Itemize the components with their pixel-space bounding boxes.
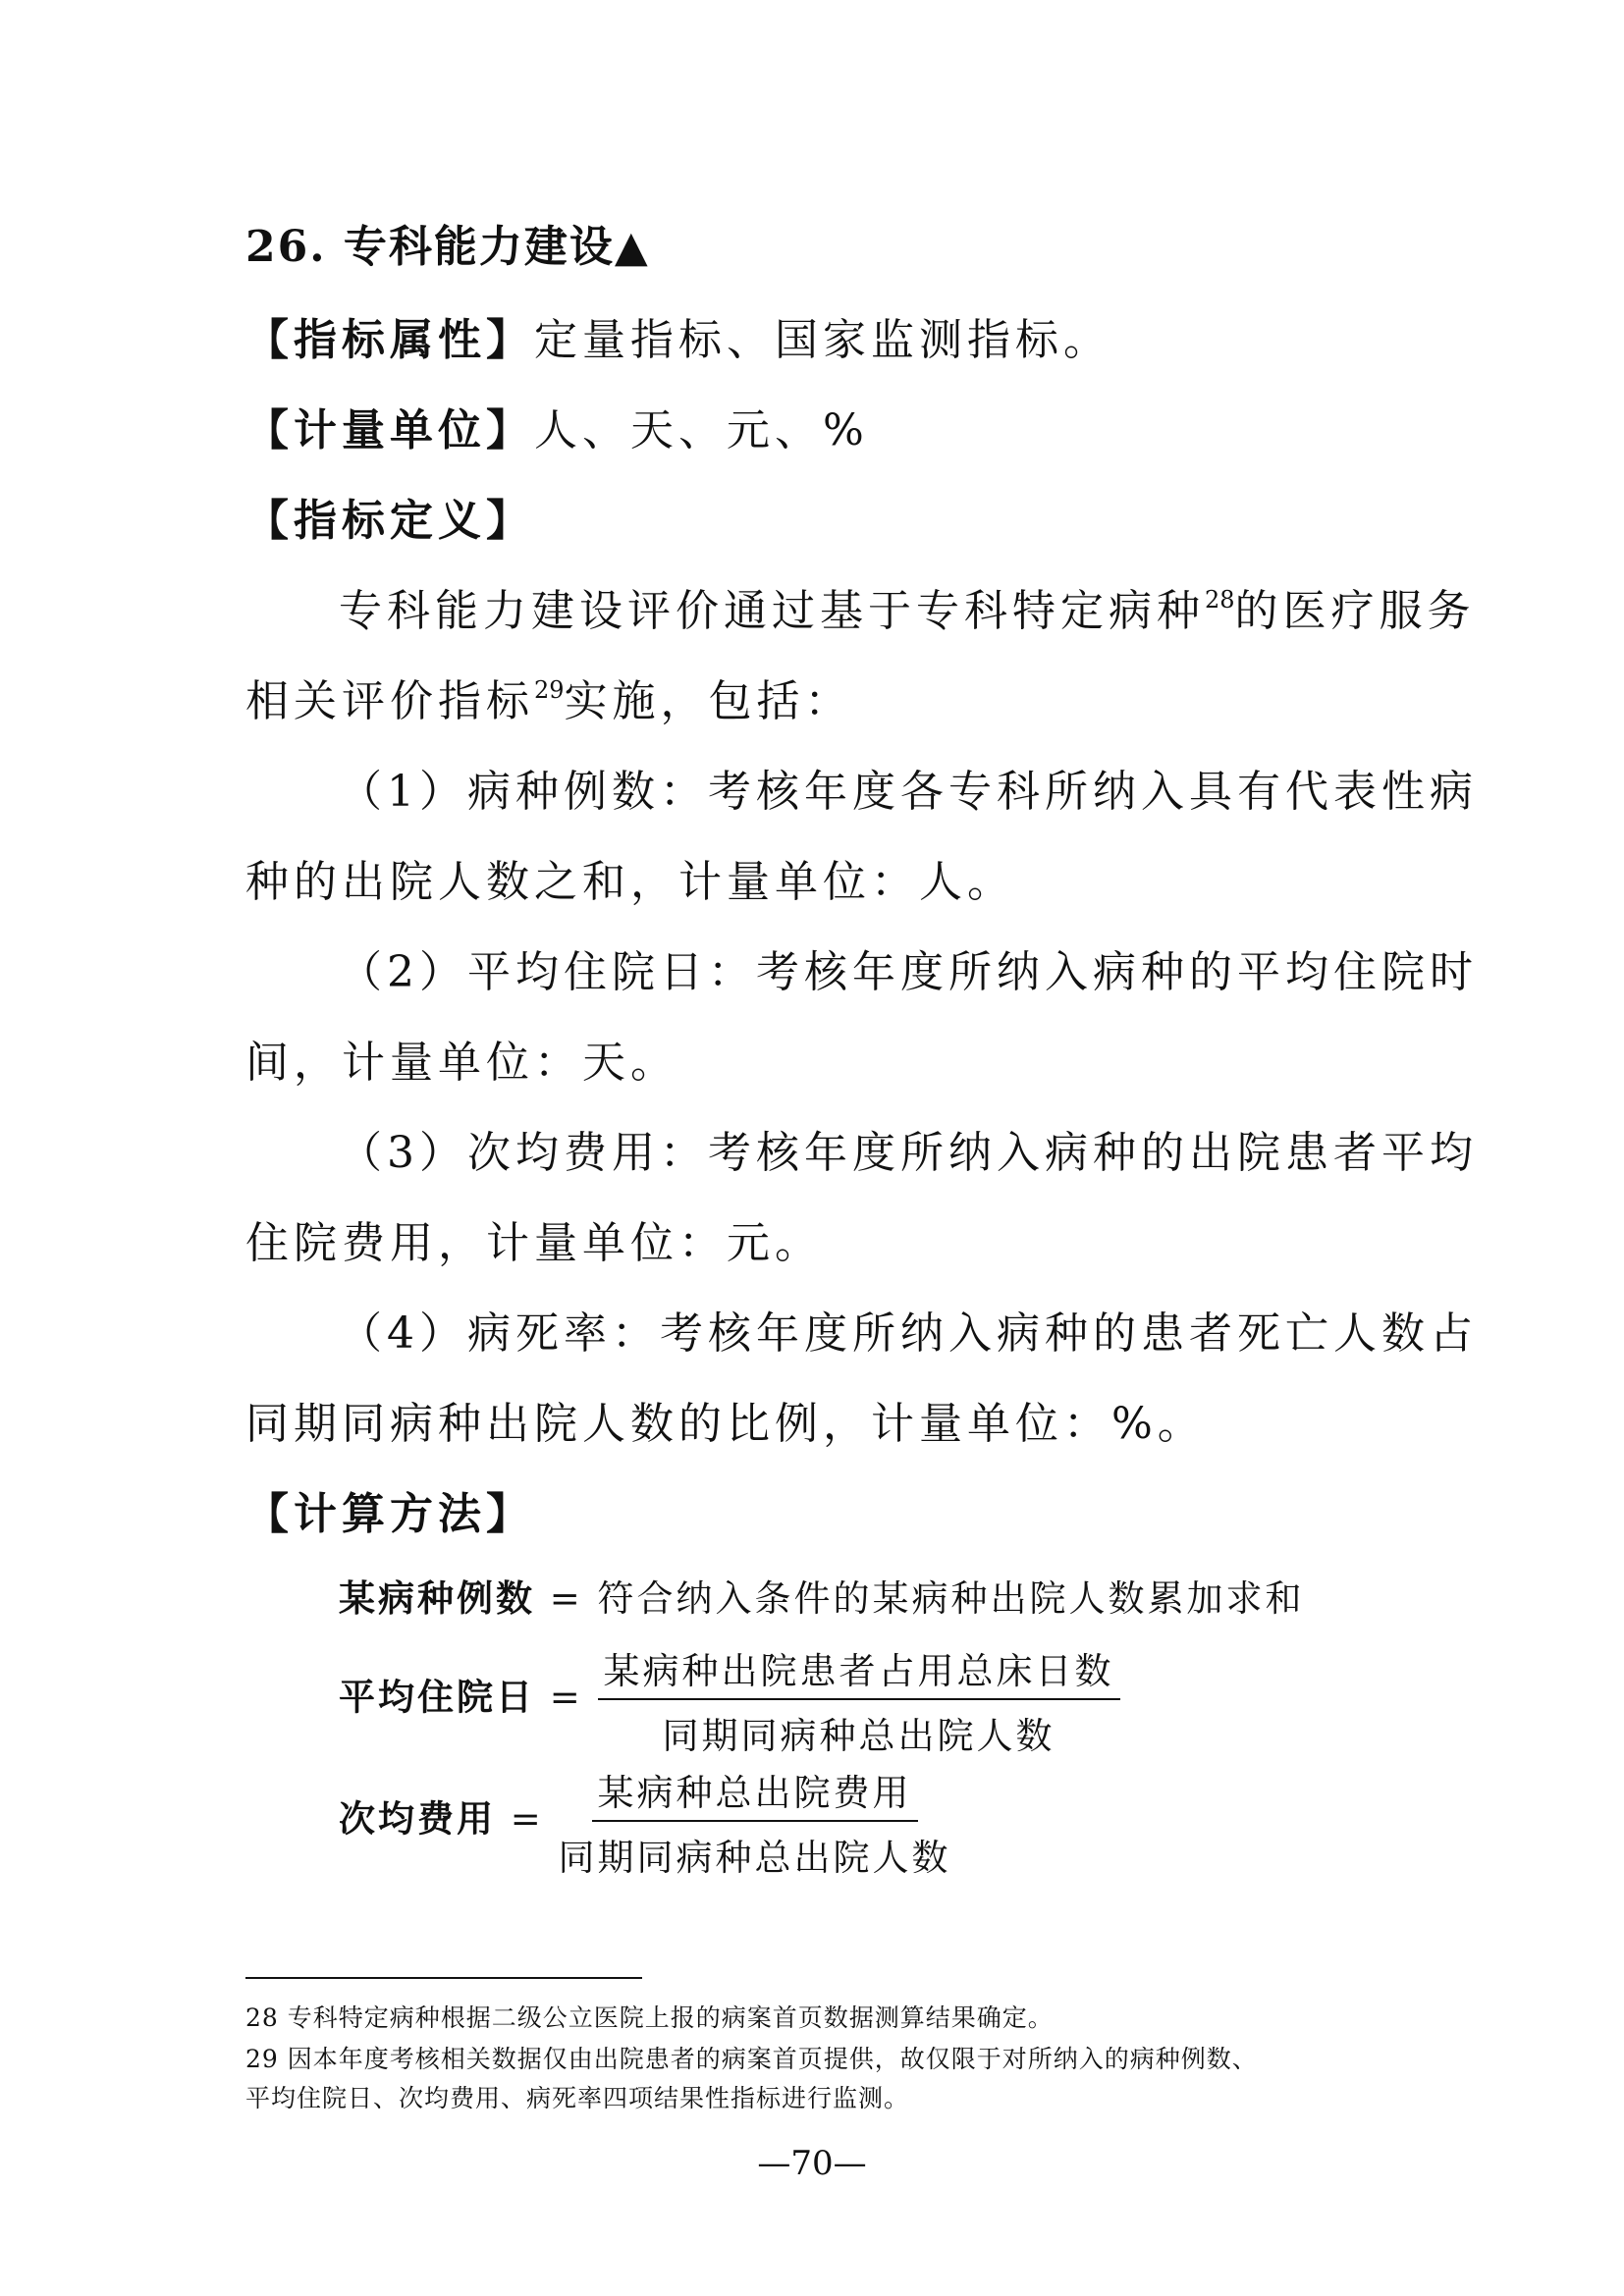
heading-number: 26. — [245, 222, 327, 272]
calculation-label: 【计算方法】 — [245, 1489, 534, 1539]
footnote-ref-28: 28 — [1205, 586, 1235, 614]
footnote-divider — [245, 1977, 642, 1979]
formula-average-stay — [339, 1641, 1120, 1759]
formula-case-count — [339, 1569, 1305, 1622]
formula-2-equals: = — [549, 1676, 583, 1719]
footnote-29-line-2: 平均住院日、次均费用、病死率四项结果性指标进行监测。 — [245, 2084, 910, 2112]
section-heading — [245, 211, 650, 274]
intro-text-b: 的医疗服务 — [1234, 586, 1476, 636]
page-number: —70— — [757, 2144, 867, 2183]
unit-label: 【计量单位】 — [245, 405, 534, 455]
item-1-line-1: （1）病种例数：考核年度各专科所纳入具有代表性病 — [339, 767, 1478, 817]
item-2-line-2: 间，计量单位：天。 — [245, 1038, 678, 1088]
formula-3-equals: = — [510, 1797, 544, 1841]
formula-3-denominator: 同期同病种总出院人数 — [558, 1837, 951, 1879]
indicator-attribute — [245, 304, 1111, 367]
intro-line-1 — [339, 575, 1476, 638]
intro-text-a: 专科能力建设评价通过基于专科特定病种 — [339, 586, 1205, 636]
attribute-label: 【指标属性】 — [245, 315, 534, 365]
formula-2-fraction — [598, 1641, 1120, 1759]
triangle-marker-icon: ▲ — [614, 222, 650, 272]
heading-title: 专科能力建设 — [343, 222, 615, 272]
formula-3-lhs: 次均费用 — [339, 1796, 496, 1841]
footnote-28: 28 专科特定病种根据二级公立医院上报的病案首页数据测算结果确定。 — [245, 2003, 1054, 2032]
unit-value: 人、天、元、% — [534, 405, 869, 455]
definition-label: 【指标定义】 — [245, 496, 534, 546]
formula-3-numerator: 某病种总出院费用 — [592, 1763, 918, 1822]
footnote-29-line-1: 29 因本年度考核相关数据仅由出院患者的病案首页提供，故仅限于对所纳入的病种例数、 — [245, 2045, 1258, 2073]
intro-line-2 — [245, 666, 853, 728]
formula-2-lhs: 平均住院日 — [339, 1675, 535, 1719]
item-3-line-1: （3）次均费用：考核年度所纳入病种的出院患者平均 — [339, 1128, 1478, 1178]
formula-1-rhs: 符合纳入条件的某病种出院人数累加求和 — [597, 1577, 1305, 1620]
item-2-line-1: （2）平均住院日：考核年度所纳入病种的平均住院时 — [339, 947, 1478, 997]
attribute-value: 定量指标、国家监测指标。 — [534, 315, 1111, 365]
formula-3-fraction — [559, 1763, 951, 1881]
formula-1-equals: = — [549, 1577, 583, 1620]
formula-1-lhs: 某病种例数 — [339, 1576, 535, 1620]
measurement-unit — [245, 395, 869, 457]
formula-2-denominator: 同期同病种总出院人数 — [662, 1715, 1056, 1757]
formula-2-numerator: 某病种出院患者占用总床日数 — [598, 1641, 1120, 1700]
intro-text-d: 实施，包括： — [564, 676, 853, 726]
footnote-ref-29: 29 — [534, 676, 565, 704]
intro-text-c: 相关评价指标 — [245, 676, 534, 726]
formula-average-cost — [339, 1763, 951, 1881]
item-4-line-2: 同期同病种出院人数的比例，计量单位：%。 — [245, 1399, 1206, 1449]
item-4-line-1: （4）病死率：考核年度所纳入病种的患者死亡人数占 — [339, 1308, 1478, 1359]
item-3-line-2: 住院费用，计量单位：元。 — [245, 1218, 823, 1268]
item-1-line-2: 种的出院人数之和，计量单位：人。 — [245, 857, 1015, 907]
